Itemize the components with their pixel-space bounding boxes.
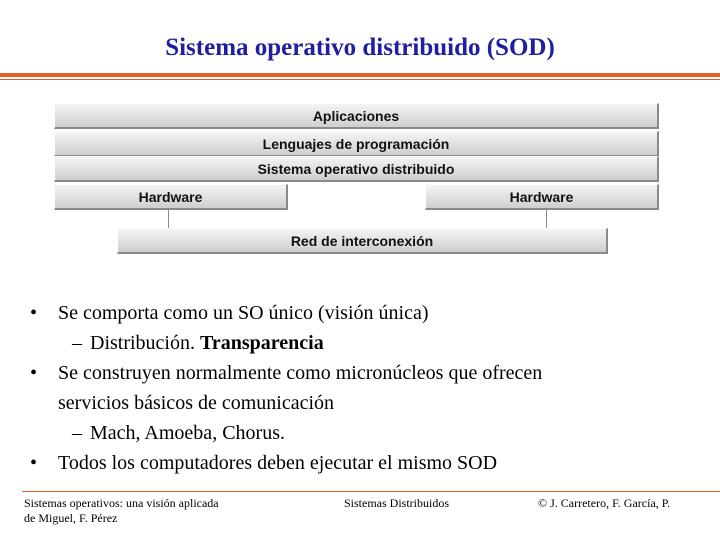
layer-hardware-left: Hardware: [54, 184, 288, 210]
sub-bullet-text: Mach, Amoeba, Chorus.: [90, 422, 285, 444]
title-divider-thin: [0, 79, 720, 80]
bullet-item: [30, 298, 700, 328]
bullet-item: [30, 358, 700, 418]
footer-book-citation: [24, 496, 264, 526]
title-divider: [0, 73, 720, 77]
footer-copyright: © J. Carretero, F. García, P.: [538, 496, 671, 510]
bullet-dot: •: [30, 452, 38, 474]
bullet-dot: •: [30, 362, 38, 384]
sub-bullet-text: Distribución.: [90, 332, 200, 354]
bullet-text: Se construyen normalmente como micronúcleos que ofrecen: [58, 362, 543, 384]
bullet-dot: •: [30, 302, 38, 324]
bullet-item: [30, 448, 700, 478]
layer-distributed-os: Sistema operativo distribuido: [54, 156, 659, 182]
sub-bullet-dash: –: [72, 422, 82, 444]
footer-course-title: Sistemas Distribuidos: [344, 496, 450, 510]
layer-programming-languages: Lenguajes de programación: [54, 131, 659, 157]
slide-title: Sistema operativo distribuido (SOD): [165, 34, 555, 61]
footer-left-line1: Sistemas operativos: una visión aplicada: [24, 496, 219, 510]
sub-bullet-item: [30, 418, 700, 448]
footer-left-line2: de Miguel, F. Pérez: [24, 511, 118, 525]
bullet-text: Todos los computadores deben ejecutar el mismo SOD: [58, 452, 498, 474]
bullet-text-continued: servicios básicos de comunicación: [58, 392, 335, 414]
layer-interconnection-network: Red de interconexión: [117, 228, 608, 254]
connector-left: [168, 210, 169, 228]
layer-hardware-right: Hardware: [425, 184, 659, 210]
sub-bullet-item: [30, 328, 700, 358]
sub-bullet-dash: –: [72, 332, 82, 354]
connector-right: [546, 210, 547, 228]
footer-divider: [22, 491, 720, 492]
bullet-list: [30, 298, 700, 478]
sub-bullet-emphasis: Transparencia: [200, 332, 324, 354]
layer-applications: Aplicaciones: [54, 103, 659, 129]
bullet-text: Se comporta como un SO único (visión única): [58, 302, 429, 324]
